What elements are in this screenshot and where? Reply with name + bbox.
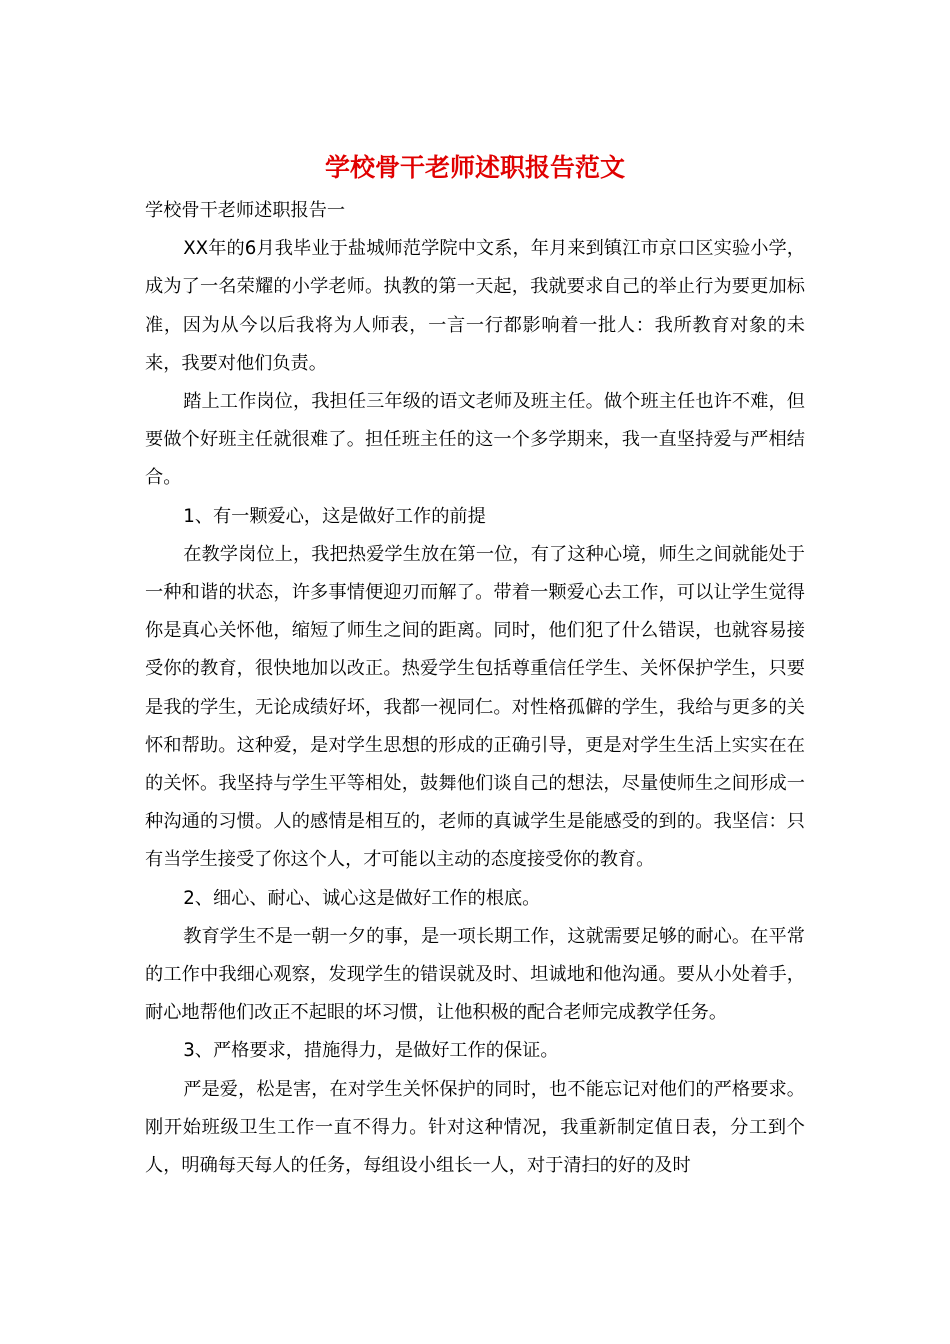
numbered-heading: 1、有一颗爱心，这是做好工作的前提 bbox=[183, 505, 486, 527]
numbered-heading: 2、细心、耐心、诚心这是做好工作的根底。 bbox=[183, 887, 541, 909]
document-title: 学校骨干老师述职报告范文 bbox=[324, 153, 625, 182]
body-paragraph: 踏上工作岗位，我担任三年级的语文老师及班主任。做个班主任也许不难，但要做个好班主任就很难了。担任班主任的这一个多学期来，我一直坚持爱与严相结合。 bbox=[145, 391, 805, 489]
body-paragraph: 在教学岗位上，我把热爱学生放在第一位，有了这种心境，师生之间就能处于一种和谐的状态，许多事情便迎刃而解了。带着一颗爱心去工作，可以让学生觉得你是真心关怀他，缩短了师生之间的距离。同时，他们犯了什么错误，也就容易接受你的教育，很快地加以改正。热爱学生包括尊重信任学生、关怀保护学生，只要是我的学生，无论成绩好坏，我都一视同仁。对性格孤僻的学生，我给与更多的关怀和帮助。这种爱，是对学生思想的形成的正确引导，更是对学生生活上实实在在的关怀。我坚持与学生平等相处，鼓舞他们谈自己的想法，尽量使师生之间形成一种沟通的习惯。人的感情是相互的，老师的真诚学生是能感受的到的。我坚信：只有当学生接受了你这个人，才可能以主动的态度接受你的教育。 bbox=[145, 543, 805, 871]
body-paragraph: XX年的6月我毕业于盐城师范学院中文系，年月来到镇江市京口区实验小学，成为了一名荣耀的小学老师。执教的第一天起，我就要求自己的举止行为要更加标准，因为从今以后我将为人师表，一言一行都影响着一批人：我所教育对象的未来，我要对他们负责。 bbox=[145, 238, 805, 374]
document-body bbox=[145, 192, 805, 1185]
body-paragraph: 教育学生不是一朝一夕的事，是一项长期工作，这就需要足够的耐心。在平常的工作中我细心观察，发现学生的错误就及时、坦诚地和他沟通。要从小处着手，耐心地帮他们改正不起眼的坏习惯，让他积极的配合老师完成教学任务。 bbox=[145, 925, 805, 1024]
body-paragraph: 严是爱，松是害，在对学生关怀保护的同时，也不能忘记对他们的严格要求。刚开始班级卫生工作一直不得力。针对这种情况，我重新制定值日表，分工到个人，明确每天每人的任务，每组设小组长一人，对于清扫的好的及时 bbox=[145, 1078, 805, 1177]
section-heading: 学校骨干老师述职报告一 bbox=[145, 200, 346, 221]
numbered-heading: 3、严格要求，措施得力，是做好工作的保证。 bbox=[183, 1040, 559, 1062]
